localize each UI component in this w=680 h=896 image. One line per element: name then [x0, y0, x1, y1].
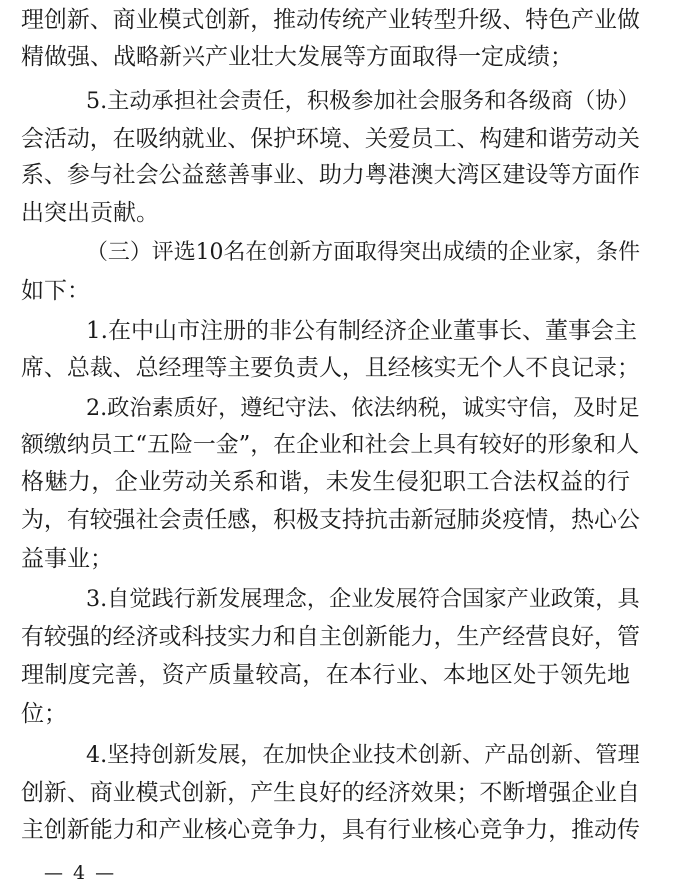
body-text-line: 格魅力，企业劳动关系和谐，未发生侵犯职工合法权益的行 — [21, 469, 630, 495]
body-text-line: 有较强的经济或科技实力和自主创新能力，生产经营良好，管 — [21, 624, 640, 650]
body-text-line: 额缴纳员工“五险一金”，在企业和社会上具有较好的形象和人 — [21, 432, 640, 458]
body-text-line: 4.坚持创新发展，在加快企业技术创新、产品创新、管理 — [86, 742, 640, 768]
body-text-line: 席、总裁、总经理等主要负责人，且经核实无个人不良记录； — [21, 355, 640, 381]
body-text-line: 创新、商业模式创新，产生良好的经济效果；不断增强企业自 — [21, 780, 640, 806]
body-text-line: 主创新能力和产业核心竞争力，具有行业核心竞争力，推动传 — [21, 817, 640, 843]
body-text-line: 系、参与社会公益慈善事业、助力粤港澳大湾区建设等方面作 — [21, 162, 640, 188]
body-text-line: 理创新、商业模式创新，推动传统产业转型升级、特色产业做 — [21, 7, 640, 33]
section-heading-line: 如下： — [21, 278, 90, 304]
body-text-line: 益事业； — [21, 546, 113, 572]
body-text-line: 会活动，在吸纳就业、保护环境、关爱员工、构建和谐劳动关 — [21, 126, 640, 152]
body-text-line: 理制度完善，资产质量较高，在本行业、本地区处于领先地 — [21, 662, 630, 688]
body-text-line: 1.在中山市注册的非公有制经济企业董事长、董事会主 — [86, 318, 637, 344]
body-text-line: 3.自觉践行新发展理念，企业发展符合国家产业政策，具 — [86, 586, 640, 612]
body-text-line: 5.主动承担社会责任，积极参加社会服务和各级商（协） — [86, 88, 640, 114]
page-number: — 4 — — [44, 862, 117, 884]
body-text-line: 出突出贡献。 — [21, 200, 159, 226]
body-text-line: 位； — [21, 701, 67, 727]
body-text-line: 2.政治素质好，遵纪守法、依法纳税，诚实守信，及时足 — [86, 395, 640, 421]
section-heading-line: （三）评选10名在创新方面取得突出成绩的企业家，条件 — [86, 240, 641, 265]
body-text-line: 精做强、战略新兴产业壮大发展等方面取得一定成绩； — [21, 44, 573, 70]
body-text-line: 为，有较强社会责任感，积极支持抗击新冠肺炎疫情，热心公 — [21, 507, 640, 533]
